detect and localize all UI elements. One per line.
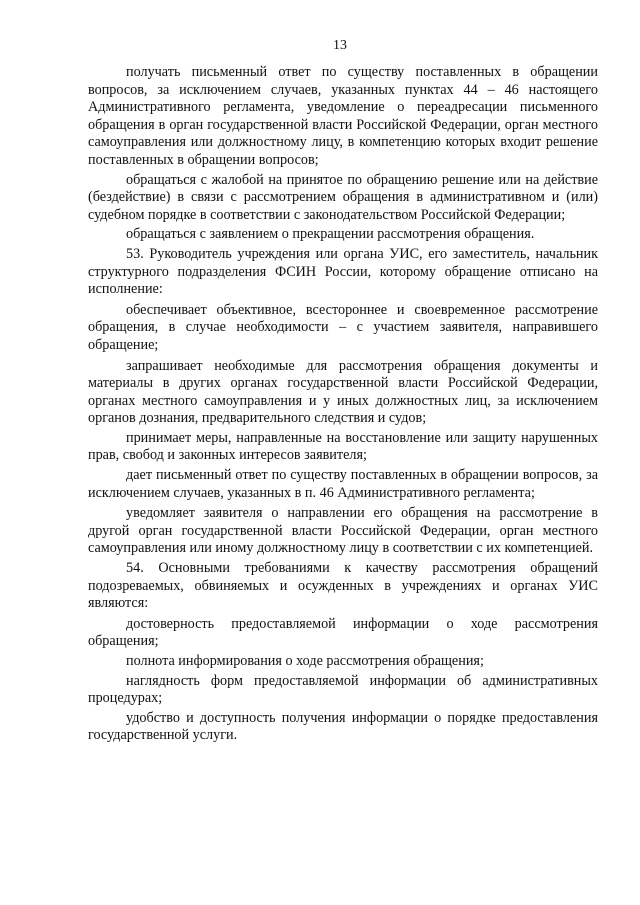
paragraph-right-to-withdraw: обращаться с заявлением о прекращении рассмотрения обращения. [126, 226, 535, 243]
paragraph-clarity: наглядность форм предоставляемой информации об административных процедурах; [88, 672, 598, 707]
paragraph-gives-answer: дает письменный ответ по существу поставленных в обращении вопросов, за исключением случаев, указанных в п. 46 Административного регламента; [88, 467, 598, 501]
paragraph-completeness: полнота информирования о ходе рассмотрения обращения; [126, 653, 484, 669]
paragraph-notifies-applicant: уведомляет заявителя о направлении его обращения на рассмотрение в другой орган государственной власти Российской Федерации, орган местного самоуправления или иному должностному лицу в соответствии с их компетенцией. [88, 505, 598, 557]
paragraph-reliability: достоверность предоставляемой информации о ходе рассмотрения обращения; [88, 615, 598, 650]
paragraph-ensures-review: обеспечивает объективное, всестороннее и своевременное рассмотрение обращения, в случае необходимости – с участием заявителя, направившего обращение; [88, 301, 598, 353]
paragraph-right-to-written-answer: получать письменный ответ по существу поставленных в обращении вопросов, за исключением случаев, указанных пунктах 44 – 46 настоящего Административного регламента, уведомление о переадресации письменного обращения в орган государственной власти Российской Федерации, орган местного самоуправления или должностному лицу, в компетенцию которых входит решение поставленных в обращении вопросов; [88, 64, 598, 168]
page-number: 13 [333, 38, 347, 53]
paragraph-right-to-complain: обращаться с жалобой на принятое по обращению решение или на действие (бездействие) в связи с рассмотрением обращения в административном и (или) судебном порядке в соответствии с законодательством Российской Федерации; [88, 171, 598, 223]
paragraph-clause-53: 53. Руководитель учреждения или органа УИС, его заместитель, начальник структурного подразделения ФСИН России, которому обращение отписано на исполнение: [88, 245, 598, 298]
paragraph-accessibility: удобство и доступность получения информации о порядке предоставления государственной услуги. [88, 709, 598, 744]
paragraph-takes-measures: принимает меры, направленные на восстановление или защиту нарушенных прав, свобод и законных интересов заявителя; [88, 429, 598, 464]
paragraph-requests-documents: запрашивает необходимые для рассмотрения обращения документы и материалы в других органах государственной власти Российской Федерации, органах местного самоуправления и у иных должностных лиц, за исключением органов дознания, предварительного следствия и судов; [88, 357, 598, 427]
document-body [88, 64, 598, 747]
paragraph-clause-54: 54. Основными требованиями к качеству рассмотрения обращений подозреваемых, обвиняемых и осужденных в учреждениях и органах УИС являются: [88, 560, 598, 612]
